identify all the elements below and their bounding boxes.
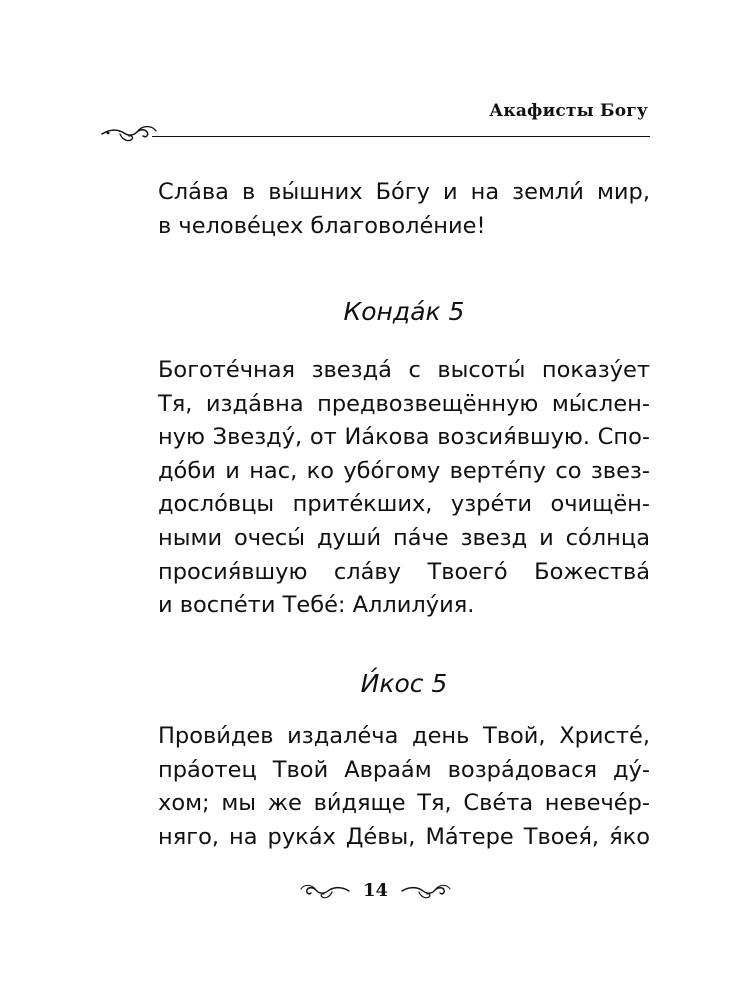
- ikos-paragraph: [158, 720, 650, 854]
- kontakion-heading: Конда́к 5: [343, 297, 465, 326]
- ikos-heading: И́кос 5: [360, 669, 448, 698]
- kontakion-paragraph: [158, 354, 650, 623]
- text-line: няго, на рука́х Де́вы, Ма́тере Твоея́, я́ко: [158, 823, 650, 850]
- text-line: Боготе́чная звезда́ с высоты́ показу́ет: [158, 357, 650, 383]
- flourish-ornament-icon: [299, 880, 351, 902]
- header-rule: [152, 136, 650, 137]
- flourish-ornament-icon: [100, 121, 160, 145]
- running-title: Акафисты Богу: [489, 101, 648, 121]
- text-line: хом; мы же ви́дяще Тя, Све́та невече́р-: [158, 790, 650, 817]
- text-line: пра́отец Твой Авраа́м возра́довася ду́-: [158, 756, 650, 783]
- text-line: просия́вшую сла́ву Твоего́ Божества́: [158, 558, 650, 585]
- text-line: и воспе́ти Тебе́: Аллилу́ия.: [158, 592, 475, 619]
- text-line: в челове́цех благоволе́ние!: [158, 212, 486, 239]
- page-folio: [0, 876, 751, 906]
- text-line: ными очесы́ души́ па́че звезд и со́лнца: [158, 524, 650, 551]
- text-line: до́би и нас, ко убо́гому верте́пу со звез-: [158, 457, 650, 484]
- text-line: Прови́дев издале́ча день Твой, Христе́,: [158, 723, 650, 749]
- text-line: Сла́ва в вы́шних Бо́гу и на земли́ мир,: [158, 179, 650, 205]
- flourish-ornament-icon: [400, 880, 452, 902]
- page-number: 14: [362, 880, 389, 901]
- running-head: [100, 99, 650, 143]
- text-line: досло́вцы прите́кших, узре́ти очищён-: [158, 491, 650, 518]
- text-line: ную Звезду́, от Иа́кова возсия́вшую. Спо-: [158, 424, 650, 451]
- text-line: Тя, изда́вна предвозвещённую мы́слен-: [158, 390, 650, 417]
- intro-paragraph: [158, 176, 650, 243]
